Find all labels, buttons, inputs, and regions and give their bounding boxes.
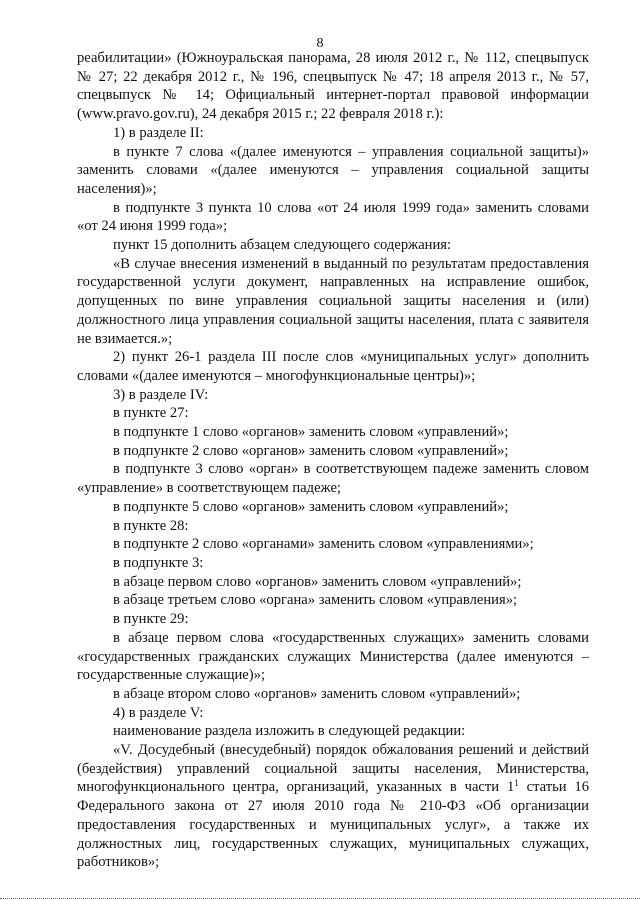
- paragraph-point-27: в пункте 27:: [113, 405, 189, 422]
- paragraph-section-2: 1) в разделе II:: [113, 124, 204, 141]
- page-number: 8: [316, 36, 324, 51]
- paragraph-point-15-quote: «В случае внесения изменений в выданный по результатам предоставления государственной услуги документ, направленных на исправление ошибок, допущенных по вине управления социальной защиты населения и (или) должностного лица управления социальной защиты населения, плата с заявителя не взимается.»;: [77, 255, 589, 347]
- paragraph-point-7: в пункте 7 слова «(далее именуются – управления социальной защиты)» заменить словами «(далее именуются – управления социальной защиты населения)»;: [77, 143, 589, 197]
- paragraph-point-29-first: в абзаце первом слова «государственных служащих» заменить словами «государственных гражданских служащих Министерства (далее именуются – государственные служащие)»;: [77, 629, 589, 684]
- paragraph-point-10: в подпункте 3 пункта 10 слова «от 24 июля 1999 года» заменить словами «от 24 июня 1999 года»;: [77, 199, 589, 235]
- paragraph-point-27-sub-3: в подпункте 3 слово «орган» в соответствующем падеже заменить словом «управление» в соответствующем падеже;: [77, 461, 589, 497]
- paragraph-section-5: 4) в разделе V:: [113, 704, 204, 721]
- paragraph-section-5-new-title: [77, 741, 589, 872]
- paragraph-point-27-sub-5: в подпункте 5 слово «органов» заменить словом «управлений»;: [113, 498, 509, 515]
- paragraph-point-28-sub-3-third: в абзаце третьем слово «органа» заменить словом «управления»;: [113, 592, 518, 609]
- paragraph-reabilitation-sources: реабилитации» (Южноуральская панорама, 28 июля 2012 г., № 112, спецвыпуск № 27; 22 декабря 2012 г., № 196, спецвыпуск № 47; 18 апреля 2013 г., № 57, спецвыпуск № 14; Официальный интернет-портал правовой информации (www.pravo.gov.ru), 24 декабря 2015 г.; 22 февраля 2018 г.):: [77, 50, 589, 123]
- paragraph-point-28-sub-2: в подпункте 2 слово «органами» заменить словом «управлениями»;: [113, 536, 534, 553]
- paragraph-point-26-1: 2) пункт 26-1 раздела III после слов «муниципальных услуг» дополнить словами «(далее именуются – многофункциональные центры)»;: [77, 349, 589, 384]
- paragraph-point-28-sub-3-first: в абзаце первом слово «органов» заменить словом «управлений»;: [113, 573, 522, 590]
- paragraph-point-29-second: в абзаце втором слово «органов» заменить словом «управлений»;: [113, 685, 521, 702]
- bottom-dotted-rule: [0, 898, 640, 899]
- paragraph-point-15: пункт 15 дополнить абзацем следующего содержания:: [113, 237, 452, 254]
- superscript-footnote: 1: [514, 778, 519, 789]
- section-5-title-part-1: «V. Досудебный (внесудебный) порядок обжалования решений и действий (бездействия) управлений социальной защиты населения, Министерства, многофункционального центра, организаций, указанных в части 1: [77, 742, 589, 796]
- paragraph-point-27-sub-2: в подпункте 2 слово «органов» заменить словом «управлений»;: [113, 442, 509, 459]
- paragraph-point-28-sub-3: в подпункте 3:: [113, 554, 204, 571]
- paragraph-point-27-sub-1: в подпункте 1 слово «органов» заменить словом «управлений»;: [113, 424, 509, 441]
- paragraph-section-5-title-intro: наименование раздела изложить в следующей редакции:: [113, 723, 466, 740]
- paragraph-point-28: в пункте 28:: [113, 517, 189, 534]
- document-body: [77, 49, 589, 872]
- section-5-title-part-2: статьи 16 Федерального закона от 27 июля 2010 года № 210-ФЗ «Об организации предоставления государственных и муниципальных услуг», а также их должностных лиц, государственных служащих, муниципальных служащих, работников»;: [77, 779, 589, 871]
- paragraph-point-29: в пункте 29:: [113, 611, 189, 628]
- paragraph-section-4: 3) в разделе IV:: [113, 386, 209, 403]
